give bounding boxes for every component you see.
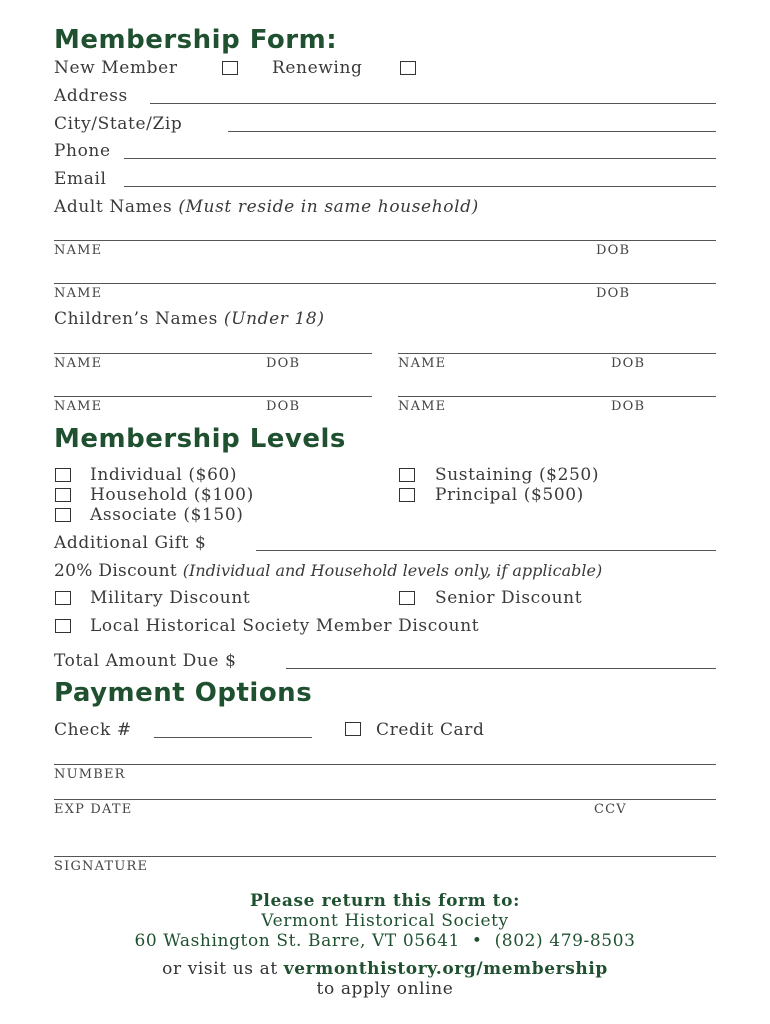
child-dob-3-caption: DOB bbox=[266, 399, 301, 414]
additional-gift-field[interactable] bbox=[256, 550, 716, 551]
adult-name-1-caption: NAME bbox=[54, 243, 103, 258]
individual-label: Individual ($60) bbox=[90, 465, 238, 485]
sustaining-checkbox[interactable] bbox=[399, 468, 415, 482]
additional-gift-label: Additional Gift $ bbox=[54, 533, 207, 553]
associate-checkbox[interactable] bbox=[55, 508, 71, 522]
discount-text: 20% Discount bbox=[54, 561, 178, 581]
child-dob-4-caption: DOB bbox=[611, 399, 646, 414]
adult-name-1-field[interactable] bbox=[54, 240, 716, 241]
child-name-4-caption: NAME bbox=[398, 399, 447, 414]
total-amount-label: Total Amount Due $ bbox=[54, 651, 237, 671]
bullet-separator: • bbox=[471, 931, 483, 951]
local-society-discount-checkbox[interactable] bbox=[55, 619, 71, 633]
renewing-checkbox[interactable] bbox=[400, 61, 416, 75]
signature-caption: SIGNATURE bbox=[54, 859, 149, 874]
address-label: Address bbox=[54, 86, 128, 106]
phone-field[interactable] bbox=[124, 158, 716, 159]
adult-dob-2-caption: DOB bbox=[596, 286, 631, 301]
military-discount-checkbox[interactable] bbox=[55, 591, 71, 605]
child-dob-2-caption: DOB bbox=[611, 356, 646, 371]
card-number-caption: NUMBER bbox=[54, 767, 126, 782]
adult-names-note: (Must reside in same household) bbox=[178, 197, 479, 217]
child-name-3-caption: NAME bbox=[54, 399, 103, 414]
principal-label: Principal ($500) bbox=[435, 485, 584, 505]
child-dob-1-caption: DOB bbox=[266, 356, 301, 371]
child-name-2-field[interactable] bbox=[398, 353, 716, 354]
visit-prefix: or visit us at bbox=[162, 959, 284, 979]
renewing-label: Renewing bbox=[272, 58, 363, 78]
sustaining-label: Sustaining ($250) bbox=[435, 465, 600, 485]
military-discount-label: Military Discount bbox=[90, 588, 251, 608]
children-names-label bbox=[54, 311, 325, 328]
ccv-caption: CCV bbox=[594, 802, 627, 817]
city-state-zip-field[interactable] bbox=[228, 131, 716, 132]
org-address: 60 Washington St. Barre, VT 05641 bbox=[134, 931, 460, 951]
email-label: Email bbox=[54, 169, 107, 189]
children-names-note: (Under 18) bbox=[223, 309, 325, 329]
signature-field[interactable] bbox=[54, 856, 716, 857]
address-field[interactable] bbox=[150, 103, 716, 104]
membership-form-heading: Membership Form: bbox=[54, 25, 338, 55]
payment-options-heading: Payment Options bbox=[54, 678, 313, 708]
credit-card-label: Credit Card bbox=[376, 720, 485, 740]
total-amount-field[interactable] bbox=[286, 668, 716, 669]
return-heading: Please return this form to: bbox=[250, 891, 520, 911]
city-state-zip-label: City/State/Zip bbox=[54, 114, 183, 134]
exp-date-field[interactable] bbox=[54, 799, 716, 800]
household-label: Household ($100) bbox=[90, 485, 254, 505]
child-name-1-caption: NAME bbox=[54, 356, 103, 371]
discount-note: (Individual and Household levels only, if applicable) bbox=[182, 561, 603, 580]
senior-discount-checkbox[interactable] bbox=[399, 591, 415, 605]
adult-names-label bbox=[54, 199, 479, 216]
child-name-3-field[interactable] bbox=[54, 396, 372, 397]
membership-levels-heading: Membership Levels bbox=[54, 424, 346, 454]
adult-names-text: Adult Names bbox=[54, 197, 173, 217]
org-phone: (802) 479-8503 bbox=[494, 931, 636, 951]
individual-checkbox[interactable] bbox=[55, 468, 71, 482]
org-address-line bbox=[0, 933, 770, 950]
senior-discount-label: Senior Discount bbox=[435, 588, 583, 608]
org-name: Vermont Historical Society bbox=[261, 911, 509, 931]
child-name-1-field[interactable] bbox=[54, 353, 372, 354]
local-society-discount-label: Local Historical Society Member Discount bbox=[90, 616, 480, 636]
adult-name-2-caption: NAME bbox=[54, 286, 103, 301]
membership-url-link[interactable]: vermonthistory.org/membership bbox=[283, 959, 608, 979]
email-field[interactable] bbox=[124, 186, 716, 187]
associate-label: Associate ($150) bbox=[90, 505, 244, 525]
discount-label bbox=[54, 563, 602, 580]
new-member-label: New Member bbox=[54, 58, 178, 78]
check-number-label: Check # bbox=[54, 720, 132, 740]
exp-date-caption: EXP DATE bbox=[54, 802, 133, 817]
visit-line bbox=[0, 961, 770, 978]
card-number-field[interactable] bbox=[54, 764, 716, 765]
new-member-checkbox[interactable] bbox=[222, 61, 238, 75]
household-checkbox[interactable] bbox=[55, 488, 71, 502]
child-name-4-field[interactable] bbox=[398, 396, 716, 397]
child-name-2-caption: NAME bbox=[398, 356, 447, 371]
credit-card-checkbox[interactable] bbox=[345, 722, 361, 736]
adult-name-2-field[interactable] bbox=[54, 283, 716, 284]
principal-checkbox[interactable] bbox=[399, 488, 415, 502]
adult-dob-1-caption: DOB bbox=[596, 243, 631, 258]
children-names-text: Children’s Names bbox=[54, 309, 218, 329]
phone-label: Phone bbox=[54, 141, 111, 161]
check-number-field[interactable] bbox=[154, 737, 312, 738]
visit-suffix: to apply online bbox=[316, 979, 454, 999]
